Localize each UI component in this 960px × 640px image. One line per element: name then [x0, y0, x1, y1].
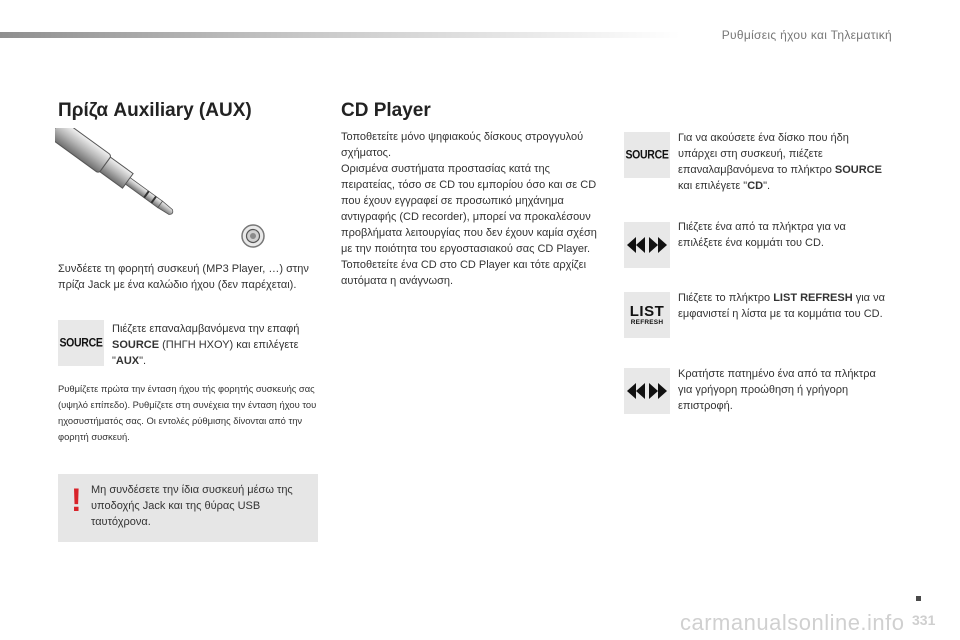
warning-box [58, 474, 318, 542]
page-number: 331 [912, 612, 936, 628]
header-bar [0, 32, 680, 38]
source-icon-label: SOURCE [59, 336, 103, 350]
aux-volume-note: Ρυθμίζετε πρώτα την ένταση ήχου τής φορητής συσκευής σας (υψηλό επίπεδο). Ρυθμίζετε στη συνέχεια την ένταση ήχου του ηχοσυστήματός σας. Οι εντολές ρύθμισης δίνονται από την φορητή συσκευή. [58, 383, 317, 442]
aux-connect-text: Συνδέετε τη φορητή συσκευή (MP3 Player, …) στην πρίζα Jack με ένα καλώδιο ήχου (δεν παρέχεται). [58, 263, 309, 291]
cd-item-play-text: Για να ακούσετε ένα δίσκο που ήδη υπάρχει στη συσκευή, πιέζετε επαναλαμβανόμενα το πλήκτρο SOURCE και επιλέγετε "CD". [678, 132, 882, 192]
page-header-title: Ρυθμίσεις ήχου και Τηλεματική [721, 28, 892, 42]
cd-item-seek-text: Κρατήστε πατημένο ένα από τα πλήκτρα για γρήγορη προώθηση ή γρήγορη επιστροφή. [678, 368, 876, 412]
cd-para-disc-shape: Τοποθετείτε μόνο ψηφιακούς δίσκους στρογγυλού σχήματος. [341, 131, 584, 159]
source-button-icon [58, 320, 104, 366]
aux-section-title: Πρίζα Auxiliary (AUX) [58, 100, 252, 121]
list-icon-label: LIST [629, 302, 665, 320]
cd-section-title: CD Player [341, 100, 431, 121]
skip-arrows-icon [627, 237, 667, 253]
aux-step-text: Πιέζετε επαναλαμβανόμενα την επαφή SOURCE (ΠΗΓΗ ΗΧΟΥ) και επιλέγετε "AUX". [112, 323, 300, 367]
page-marker [916, 596, 921, 601]
source-icon-label-cd: SOURCE [625, 148, 669, 162]
cd-para-insert: Τοποθετείτε ένα CD στο CD Player και τότε αρχίζει αυτόματα η ανάγνωση. [341, 259, 587, 287]
cd-item-list-text: Πιέζετε το πλήκτρο LIST REFRESH για να εμφανιστεί η λίστα με τα κομμάτια του CD. [678, 292, 885, 320]
jack-plug-illustration [55, 128, 275, 258]
warning-icon: ! [71, 482, 82, 518]
cd-intro-text [341, 129, 601, 289]
source-button-icon-cd [624, 132, 670, 178]
warning-text: Μη συνδέσετε την ίδια συσκευή μέσω της υποδοχής Jack και της θύρας USB ταυτόχρονα. [91, 484, 293, 528]
cd-para-protection: Ορισμένα συστήματα προστασίας κατά της πειρατείας, τόσο σε CD του εμπορίου όσο και σε CD που έχουν εγγραφεί σε προσωπικό μηχάνημα αντιγραφής (CD recorder), μπορεί να προκαλέσουν προβλήματα λειτουργίας που δεν έχουν καμία σχέση με την ποιότητα του εργοστασιακού σας CD Player. [341, 163, 597, 255]
refresh-icon-label: REFRESH [630, 318, 664, 326]
seek-arrows-icon [627, 383, 667, 399]
fast-forward-rewind-icon [624, 368, 670, 414]
track-prev-next-icon [624, 222, 670, 268]
cd-item-select-track-text: Πιέζετε ένα από τα πλήκτρα για να επιλέξετε ένα κομμάτι του CD. [678, 221, 846, 249]
watermark: carmanualsonline.info [680, 610, 905, 635]
list-refresh-button-icon [624, 292, 670, 338]
